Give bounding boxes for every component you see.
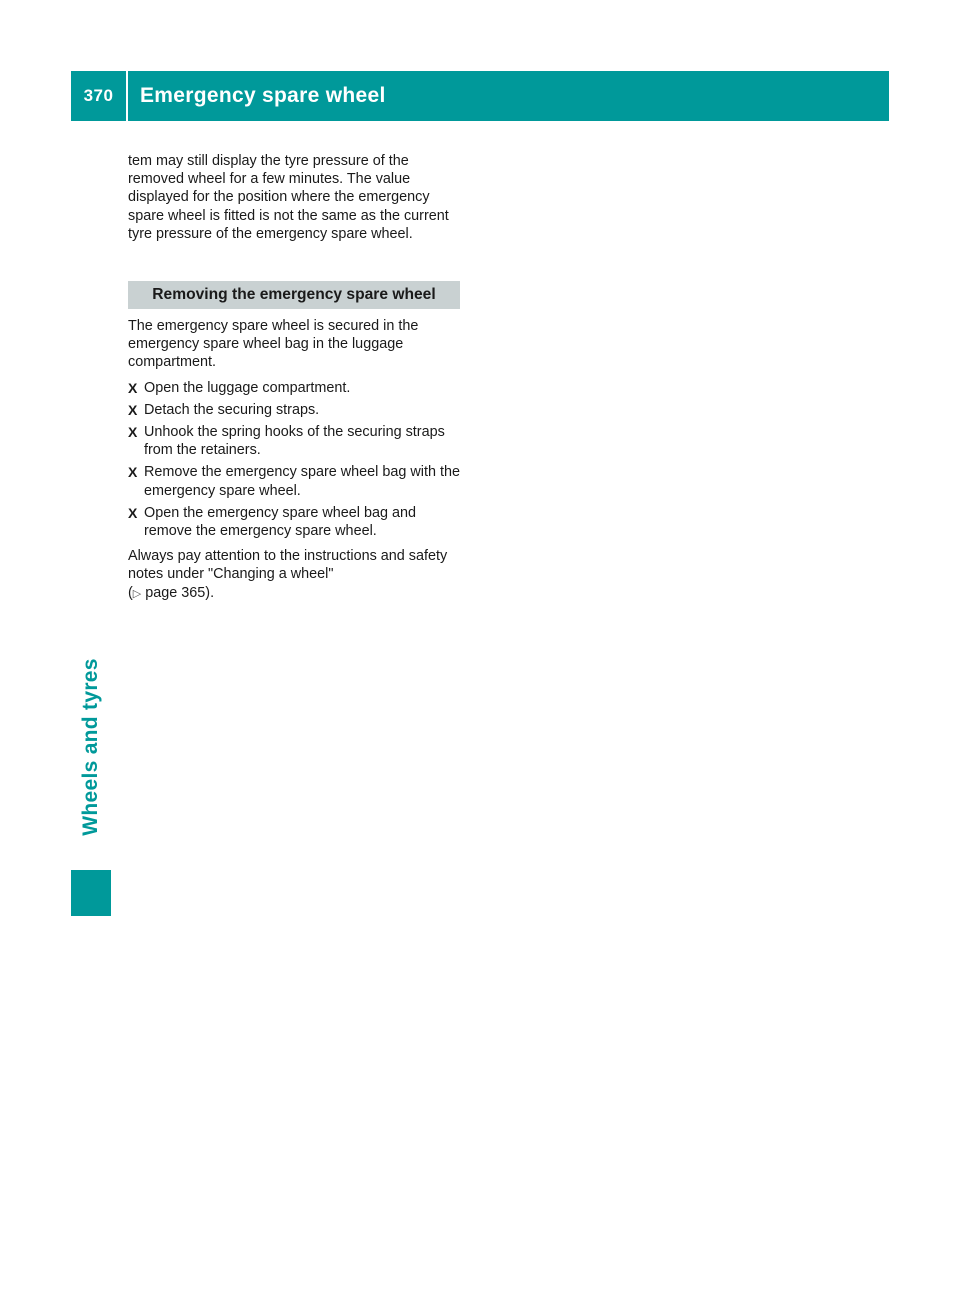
page-header	[71, 71, 889, 121]
step-text: Open the luggage compartment.	[144, 379, 351, 396]
list-item	[128, 379, 460, 397]
step-text: Remove the emergency spare wheel bag with the emergency spare wheel.	[144, 464, 460, 499]
step-marker-icon: X	[128, 379, 138, 396]
list-item	[128, 504, 460, 540]
step-text: Unhook the spring hooks of the securing straps from the retainers.	[144, 424, 445, 459]
side-tab-block	[71, 870, 111, 916]
page-title: Emergency spare wheel	[140, 84, 386, 107]
list-item	[128, 463, 460, 499]
step-text: Open the emergency spare wheel bag and remove the emergency spare wheel.	[144, 504, 417, 540]
list-item	[128, 401, 460, 419]
page-number: 370	[83, 86, 114, 105]
section-heading: Removing the emergency spare wheel	[128, 281, 460, 309]
step-marker-icon: X	[128, 401, 138, 418]
step-text: Detach the securing straps.	[144, 401, 320, 418]
header-divider	[126, 71, 128, 121]
intro-paragraph: tem may still display the tyre pressure of the removed wheel for a few minutes. The value displayed for the position where the emergency spare wheel is fitted is not the same as the current tyre pressure of the emergency spare wheel.	[128, 153, 449, 242]
page-ref-open: (	[128, 584, 133, 601]
step-marker-icon: X	[128, 464, 138, 481]
section-body: The emergency spare wheel is secured in the emergency spare wheel bag in the luggage compartment.	[128, 318, 419, 371]
steps-list	[128, 379, 460, 541]
step-marker-icon: X	[128, 424, 138, 441]
list-item	[128, 423, 460, 459]
side-tab	[71, 630, 111, 864]
closing-paragraph	[128, 547, 460, 603]
closing-text: Always pay attention to the instructions and safety notes under "Changing a wheel"	[128, 548, 448, 583]
step-marker-icon: X	[128, 504, 138, 521]
triangle-right-icon: ▷	[132, 587, 142, 600]
page-reference-link[interactable]: page 365).	[145, 584, 215, 601]
main-content	[128, 152, 460, 603]
side-tab-label: Wheels and tyres	[79, 658, 102, 836]
